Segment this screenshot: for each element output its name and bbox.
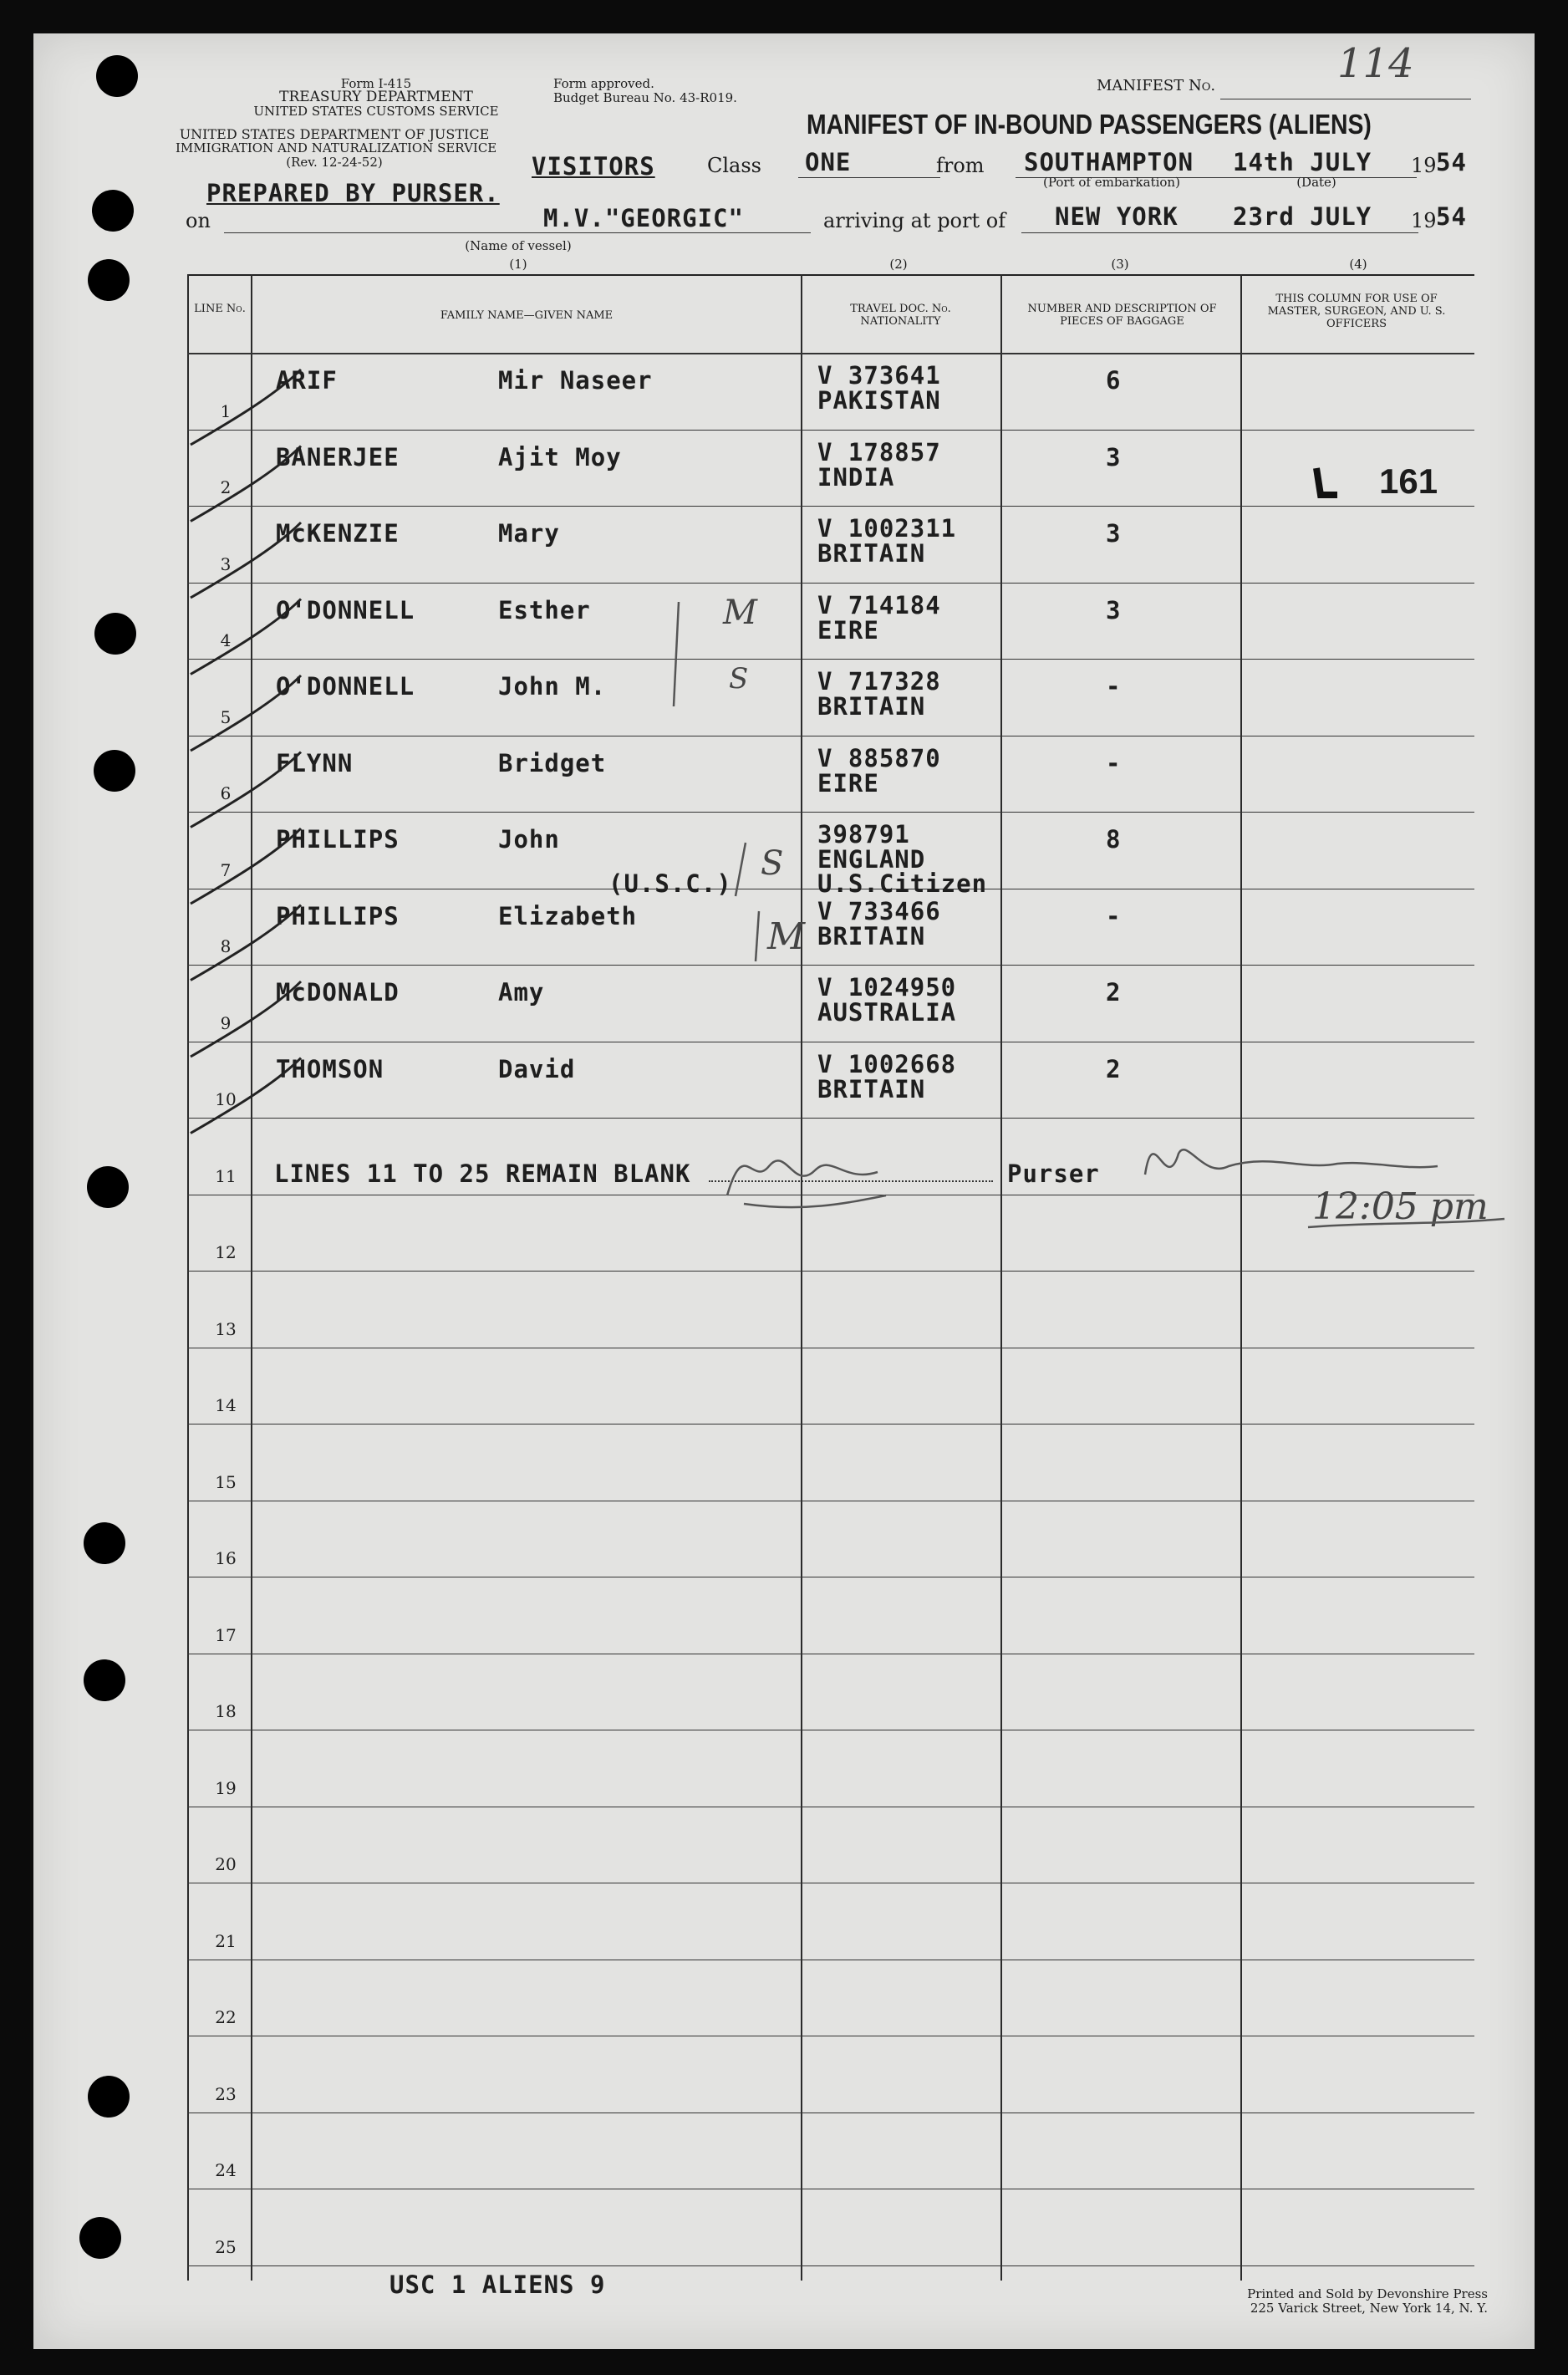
line-number: 25: [215, 2236, 237, 2257]
travel-doc-number: V 1024950: [817, 973, 957, 1001]
given-name: Mir Naseer: [498, 366, 653, 395]
treasury-dept: TREASURY DEPARTMENT: [279, 89, 473, 105]
customs-service: UNITED STATES CUSTOMS SERVICE: [253, 104, 499, 119]
given-name: John M.: [498, 672, 607, 701]
hand-mark-m: M: [723, 594, 757, 632]
nationality: BRITAIN: [817, 539, 926, 568]
row-rule: [187, 812, 1474, 813]
header-baggage: NUMBER AND DESCRIPTION OF PIECES OF BAGGAGE: [1027, 303, 1217, 328]
binder-hole: [84, 1522, 125, 1564]
line-number: 8: [220, 936, 232, 956]
col-num-1: (1): [509, 257, 527, 272]
hand-mark-m-2: M: [767, 915, 806, 958]
class-value: ONE: [805, 148, 852, 176]
manifest-table: [187, 274, 1474, 2282]
signature-dotted-line: [709, 1180, 993, 1182]
baggage-count: -: [1106, 901, 1122, 930]
arrival-date: 23rd JULY: [1233, 202, 1372, 231]
travel-doc-number: V 733466: [817, 896, 941, 925]
nationality: ENGLAND: [817, 845, 926, 874]
travel-doc-number: V 1002311: [817, 514, 957, 543]
line-number: 12: [215, 1242, 237, 1262]
line-number: 15: [215, 1471, 237, 1492]
family-name: PHILLIPS: [276, 825, 400, 854]
baggage-count: 3: [1106, 442, 1122, 471]
header-officers: THIS COLUMN FOR USE OF MASTER, SURGEON, AND U. S. OFFICERS: [1267, 293, 1446, 330]
header-name: FAMILY NAME—GIVEN NAME: [440, 309, 613, 322]
baggage-count: 6: [1106, 366, 1122, 395]
form-number: Form I-415: [340, 76, 412, 91]
family-name: BANERJEE: [276, 442, 400, 471]
line-number: 11: [215, 1165, 237, 1186]
row-rule: [187, 430, 1474, 431]
binder-hole: [87, 1166, 129, 1208]
baggage-col-divider: [1240, 274, 1242, 2281]
col-num-3: (3): [1111, 257, 1129, 272]
line-number: 21: [215, 1930, 237, 1951]
baggage-count: 8: [1106, 825, 1122, 854]
line-number: 20: [215, 1854, 237, 1874]
family-name: THOMSON: [276, 1054, 384, 1083]
nationality: BRITAIN: [817, 692, 926, 721]
given-name: Esther: [498, 595, 591, 624]
binder-hole: [94, 750, 135, 792]
hand-mark-s: S: [729, 662, 749, 696]
manifest-number: 114: [1337, 40, 1414, 87]
vessel-name: M.V."GEORGIC": [543, 204, 744, 232]
on-label: on: [186, 209, 211, 232]
nationality: EIRE: [817, 768, 879, 798]
line-number: 9: [220, 1012, 232, 1033]
family-name: O'DONNELL: [276, 595, 415, 624]
arrival-underline: [1021, 232, 1418, 233]
justice-dept: UNITED STATES DEPARTMENT OF JUSTICE: [179, 126, 490, 142]
visitors-label: VISITORS: [532, 152, 655, 181]
port-of-arrival-text: NEW YORK: [1055, 202, 1179, 231]
given-name: Ajit Moy: [498, 442, 622, 471]
travel-doc-number: V 178857: [817, 437, 941, 466]
embark-year-prefix: 19: [1411, 154, 1437, 177]
baggage-count: 3: [1106, 595, 1122, 624]
travel-doc-number: V 717328: [817, 667, 941, 696]
nationality: EIRE: [817, 615, 879, 645]
binder-hole: [79, 2217, 121, 2259]
arrival-time: 12:05 pm: [1312, 1185, 1489, 1228]
vessel-underline: [224, 232, 811, 233]
arrival-year: 54: [1436, 202, 1467, 231]
from-label: from: [936, 154, 985, 177]
family-name: McKENZIE: [276, 519, 400, 548]
line-col-divider: [251, 274, 252, 2281]
us-citizen: U.S.Citizen: [817, 869, 988, 898]
binder-hole: [92, 190, 134, 232]
prepared-by: PREPARED BY PURSER.: [206, 179, 500, 207]
line-number: 13: [215, 1318, 237, 1339]
family-name: McDONALD: [276, 978, 400, 1007]
embarkation-date: 14th JULY: [1233, 148, 1372, 176]
col-num-4: (4): [1349, 257, 1367, 272]
nationality: BRITAIN: [817, 921, 926, 951]
date-caption: (Date): [1296, 175, 1336, 190]
officer-stamp-number: 161: [1379, 461, 1438, 501]
line-number: 23: [215, 2083, 237, 2104]
ins: IMMIGRATION AND NATURALIZATION SERVICE: [176, 140, 497, 155]
travel-doc-number: V 373641: [817, 361, 941, 390]
row-rule: [187, 659, 1474, 660]
row-rule: [187, 1118, 1474, 1119]
line-number: 7: [220, 859, 232, 880]
travel-doc-number: 398791: [817, 820, 910, 849]
binder-hole: [84, 1659, 125, 1701]
line-number: 6: [220, 783, 232, 803]
form-approved: Form approved.: [553, 76, 654, 91]
port-embark-caption: (Port of embarkation): [1043, 175, 1180, 190]
line-number: 1: [220, 400, 232, 421]
nationality: BRITAIN: [817, 1074, 926, 1103]
baggage-count: 2: [1106, 1054, 1122, 1083]
line-number: 18: [215, 1701, 237, 1721]
vessel-caption: (Name of vessel): [465, 238, 572, 253]
family-name: PHILLIPS: [276, 901, 400, 930]
printer-line-1: Printed and Sold by Devonshire Press: [1247, 2286, 1488, 2301]
family-name: FLYNN: [276, 748, 354, 777]
hand-mark-s-2: S: [761, 844, 784, 883]
nationality: PAKISTAN: [817, 386, 941, 415]
col-num-2: (2): [889, 257, 908, 272]
line-number: 5: [220, 706, 232, 727]
header-line-no: LINE No.: [194, 303, 246, 315]
table-left-border: [187, 274, 189, 2281]
line-number: 2: [220, 477, 232, 497]
travel-doc-number: V 1002668: [817, 1049, 957, 1078]
row-rule: [187, 583, 1474, 584]
given-name: Amy: [498, 978, 545, 1007]
binder-hole: [94, 613, 136, 655]
nationality: AUSTRALIA: [817, 998, 957, 1027]
doc-col-divider: [1000, 274, 1002, 2281]
line-number: 24: [215, 2160, 237, 2180]
baggage-count: -: [1106, 672, 1122, 701]
travel-doc-number: V 714184: [817, 590, 941, 619]
row-rule: [187, 2265, 1474, 2266]
given-name: John: [498, 825, 560, 854]
line-number: 19: [215, 1777, 237, 1798]
arriving-label: arriving at port of: [823, 209, 1006, 232]
line-number: 10: [215, 1089, 237, 1109]
form-revision: (Rev. 12-24-52): [286, 155, 383, 170]
row-rule: [187, 1271, 1474, 1272]
line-number: 16: [215, 1548, 237, 1568]
travel-doc-number: V 885870: [817, 743, 941, 772]
name-col-divider: [801, 274, 802, 2281]
class-label: Class: [707, 154, 761, 177]
manifest-title: MANIFEST OF IN-BOUND PASSENGERS (ALIENS): [807, 109, 1372, 140]
budget-bureau: Budget Bureau No. 43-R019.: [553, 90, 737, 105]
baggage-count: 2: [1106, 978, 1122, 1007]
header-rule: [187, 353, 1474, 354]
baggage-count: -: [1106, 748, 1122, 777]
line-number: 17: [215, 1624, 237, 1645]
nationality: INDIA: [817, 462, 895, 492]
given-name: David: [498, 1054, 576, 1083]
footer-summary: USC 1 ALIENS 9: [389, 2271, 606, 2299]
family-name: O'DONNELL: [276, 672, 415, 701]
printer-line-2: 225 Varick Street, New York 14, N. Y.: [1250, 2301, 1488, 2316]
given-name: Elizabeth: [498, 901, 638, 930]
row-rule: [187, 506, 1474, 507]
manifest-no-label: MANIFEST No.: [1097, 77, 1216, 94]
line-number: 4: [220, 630, 232, 650]
row-rule: [187, 965, 1474, 966]
blank-lines-statement: LINES 11 TO 25 REMAIN BLANK: [274, 1159, 691, 1188]
usc-note: (U.S.C.): [608, 869, 732, 898]
purser-label: Purser: [1007, 1159, 1100, 1188]
line-number: 3: [220, 553, 232, 574]
family-name: ARIF: [276, 366, 338, 395]
binder-hole: [96, 55, 138, 97]
given-name: Bridget: [498, 748, 607, 777]
header-travel-doc: TRAVEL DOC. No. NATIONALITY: [850, 303, 951, 328]
line-number: 14: [215, 1395, 237, 1415]
arrival-year-prefix: 19: [1411, 209, 1437, 232]
port-of-embarkation: SOUTHAMPTON: [1024, 148, 1194, 176]
binder-hole: [88, 259, 130, 301]
given-name: Mary: [498, 519, 560, 548]
class-underline: [798, 177, 940, 178]
embark-year: 54: [1436, 148, 1467, 176]
baggage-count: 3: [1106, 519, 1122, 548]
binder-hole: [88, 2076, 130, 2118]
line-number: 22: [215, 2007, 237, 2027]
